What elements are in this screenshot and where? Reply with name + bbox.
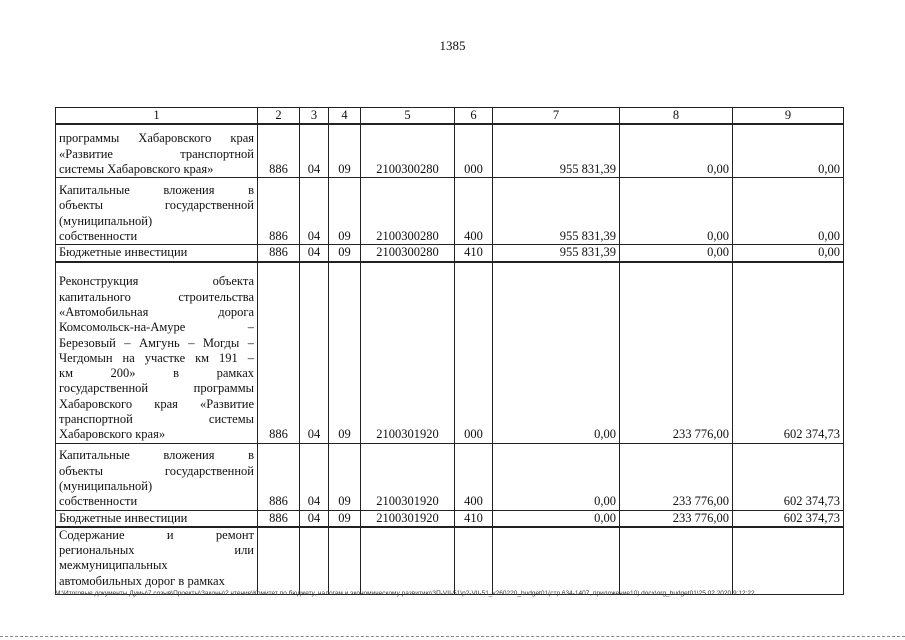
- amount-2020: 0,00: [493, 443, 620, 510]
- amount-2021: 0,00: [620, 245, 733, 262]
- amount-2021: 0,00: [620, 124, 733, 178]
- description-line: собственности: [59, 229, 138, 243]
- header-cell: 9: [733, 108, 844, 125]
- amount-2022: 0,00: [733, 124, 844, 178]
- subsection-code: 09: [329, 443, 361, 510]
- table-row: [56, 124, 844, 178]
- header-cell: 7: [493, 108, 620, 125]
- amount-2022: 602 374,73: [733, 262, 844, 444]
- amount-2022: 0,00: [733, 178, 844, 245]
- ministry-code: 886: [258, 443, 300, 510]
- table-row: [56, 262, 844, 444]
- target-article-code: 2100300280: [361, 245, 455, 262]
- subsection-code: 09: [329, 510, 361, 527]
- amount-2020: [493, 527, 620, 595]
- description-line: (муниципальной): [59, 479, 153, 493]
- amount-2022: 602 374,73: [733, 443, 844, 510]
- header-cell: 5: [361, 108, 455, 125]
- table-row: [56, 245, 844, 262]
- description-line: транспортной системы: [59, 412, 254, 426]
- budget-table: [55, 107, 844, 595]
- ministry-code: 886: [258, 178, 300, 245]
- row-description: [56, 262, 258, 444]
- expense-type-code: 000: [455, 262, 493, 444]
- description-line: Реконструкция объекта: [59, 274, 254, 289]
- header-cell: 3: [300, 108, 329, 125]
- description-line: Бюджетные инвестиции: [59, 510, 188, 525]
- expense-type-code: 410: [455, 245, 493, 262]
- page-edge-divider: [0, 636, 905, 637]
- amount-2021: [620, 527, 733, 595]
- description-line: государственной программы: [59, 381, 254, 396]
- description-line: (муниципальной): [59, 213, 153, 228]
- description-line: системы Хабаровского края»: [59, 162, 214, 176]
- amount-2021: 233 776,00: [620, 262, 733, 444]
- ministry-code: 886: [258, 124, 300, 178]
- target-article-code: 2100301920: [361, 262, 455, 444]
- table-row: [56, 510, 844, 527]
- target-article-code: 2100301920: [361, 443, 455, 510]
- subsection-code: 09: [329, 262, 361, 444]
- description-line: Капитальные вложения в: [59, 183, 254, 198]
- section-code: 04: [300, 262, 329, 444]
- description-line: Чегдомын на участке км 191 –: [59, 350, 254, 365]
- expense-type-code: 400: [455, 178, 493, 245]
- description-line: межмуниципальных: [59, 558, 168, 573]
- description-line: региональных или: [59, 543, 254, 558]
- amount-2022: 602 374,73: [733, 510, 844, 527]
- description-line: Комсомольск-на-Амуре –: [59, 320, 254, 335]
- ministry-code: 886: [258, 510, 300, 527]
- section-code: 04: [300, 245, 329, 262]
- description-line: «Развитие транспортной: [59, 146, 254, 161]
- description-line: объекты государственной: [59, 198, 254, 213]
- target-article-code: 2100300280: [361, 124, 455, 178]
- section-code: 04: [300, 124, 329, 178]
- file-path-footer: M:\Итоговые документы Думы\7 созыв\Проекты\Законы\2 чтение\Комитет по бюджету, налогам и экономическому развитию\ЗП-VII-51\р2-VII-51_v260220_budget01(стр.634-1407, приложение10).docx\org_budget01\25.02.2020 9:12:22: [55, 590, 755, 597]
- row-description: [56, 527, 258, 595]
- table-row: [56, 527, 844, 595]
- amount-2020: 955 831,39: [493, 178, 620, 245]
- amount-2020: 955 831,39: [493, 124, 620, 178]
- subsection-code: 09: [329, 178, 361, 245]
- section-code: 04: [300, 178, 329, 245]
- section-code: [300, 527, 329, 595]
- header-cell: 2: [258, 108, 300, 125]
- expense-type-code: [455, 527, 493, 595]
- subsection-code: 09: [329, 245, 361, 262]
- row-description: [56, 245, 258, 262]
- header-cell: 4: [329, 108, 361, 125]
- expense-type-code: 000: [455, 124, 493, 178]
- description-line: Хабаровского края»: [59, 427, 166, 442]
- row-description: [56, 443, 258, 510]
- amount-2021: 233 776,00: [620, 443, 733, 510]
- header-cell: 6: [455, 108, 493, 125]
- target-article-code: 2100301920: [361, 510, 455, 527]
- table-row: [56, 443, 844, 510]
- row-description: [56, 178, 258, 245]
- section-code: 04: [300, 510, 329, 527]
- amount-2022: [733, 527, 844, 595]
- amount-2022: 0,00: [733, 245, 844, 262]
- amount-2020: 955 831,39: [493, 245, 620, 262]
- amount-2021: 0,00: [620, 178, 733, 245]
- ministry-code: 886: [258, 245, 300, 262]
- header-cell: 1: [56, 108, 258, 125]
- ministry-code: 886: [258, 262, 300, 444]
- page-number: 1385: [439, 38, 466, 53]
- amount-2020: 0,00: [493, 510, 620, 527]
- description-line: программы Хабаровского края: [59, 131, 254, 146]
- header-cell: 8: [620, 108, 733, 125]
- expense-type-code: 400: [455, 443, 493, 510]
- section-code: 04: [300, 443, 329, 510]
- row-description: [56, 124, 258, 178]
- description-line: Содержание и ремонт: [59, 527, 254, 542]
- description-line: Капитальные вложения в: [59, 448, 254, 463]
- subsection-code: [329, 527, 361, 595]
- expense-type-code: 410: [455, 510, 493, 527]
- target-article-code: 2100300280: [361, 178, 455, 245]
- description-line: км 200» в рамках: [59, 366, 254, 381]
- amount-2020: 0,00: [493, 262, 620, 444]
- description-line: Хабаровского края «Развитие: [59, 396, 254, 411]
- table-row: [56, 178, 844, 245]
- header-row: [56, 108, 844, 125]
- description-line: Березовый – Амгунь – Могды –: [59, 335, 254, 350]
- row-description: [56, 510, 258, 527]
- description-line: автомобильных дорог в рамках: [59, 573, 225, 588]
- description-line: капитального строительства: [59, 289, 254, 304]
- target-article-code: [361, 527, 455, 595]
- description-line: объекты государственной: [59, 463, 254, 478]
- subsection-code: 09: [329, 124, 361, 178]
- description-line: собственности: [59, 494, 138, 509]
- ministry-code: [258, 527, 300, 595]
- description-line: Бюджетные инвестиции: [59, 245, 188, 260]
- amount-2021: 233 776,00: [620, 510, 733, 527]
- description-line: «Автомобильная дорога: [59, 304, 254, 319]
